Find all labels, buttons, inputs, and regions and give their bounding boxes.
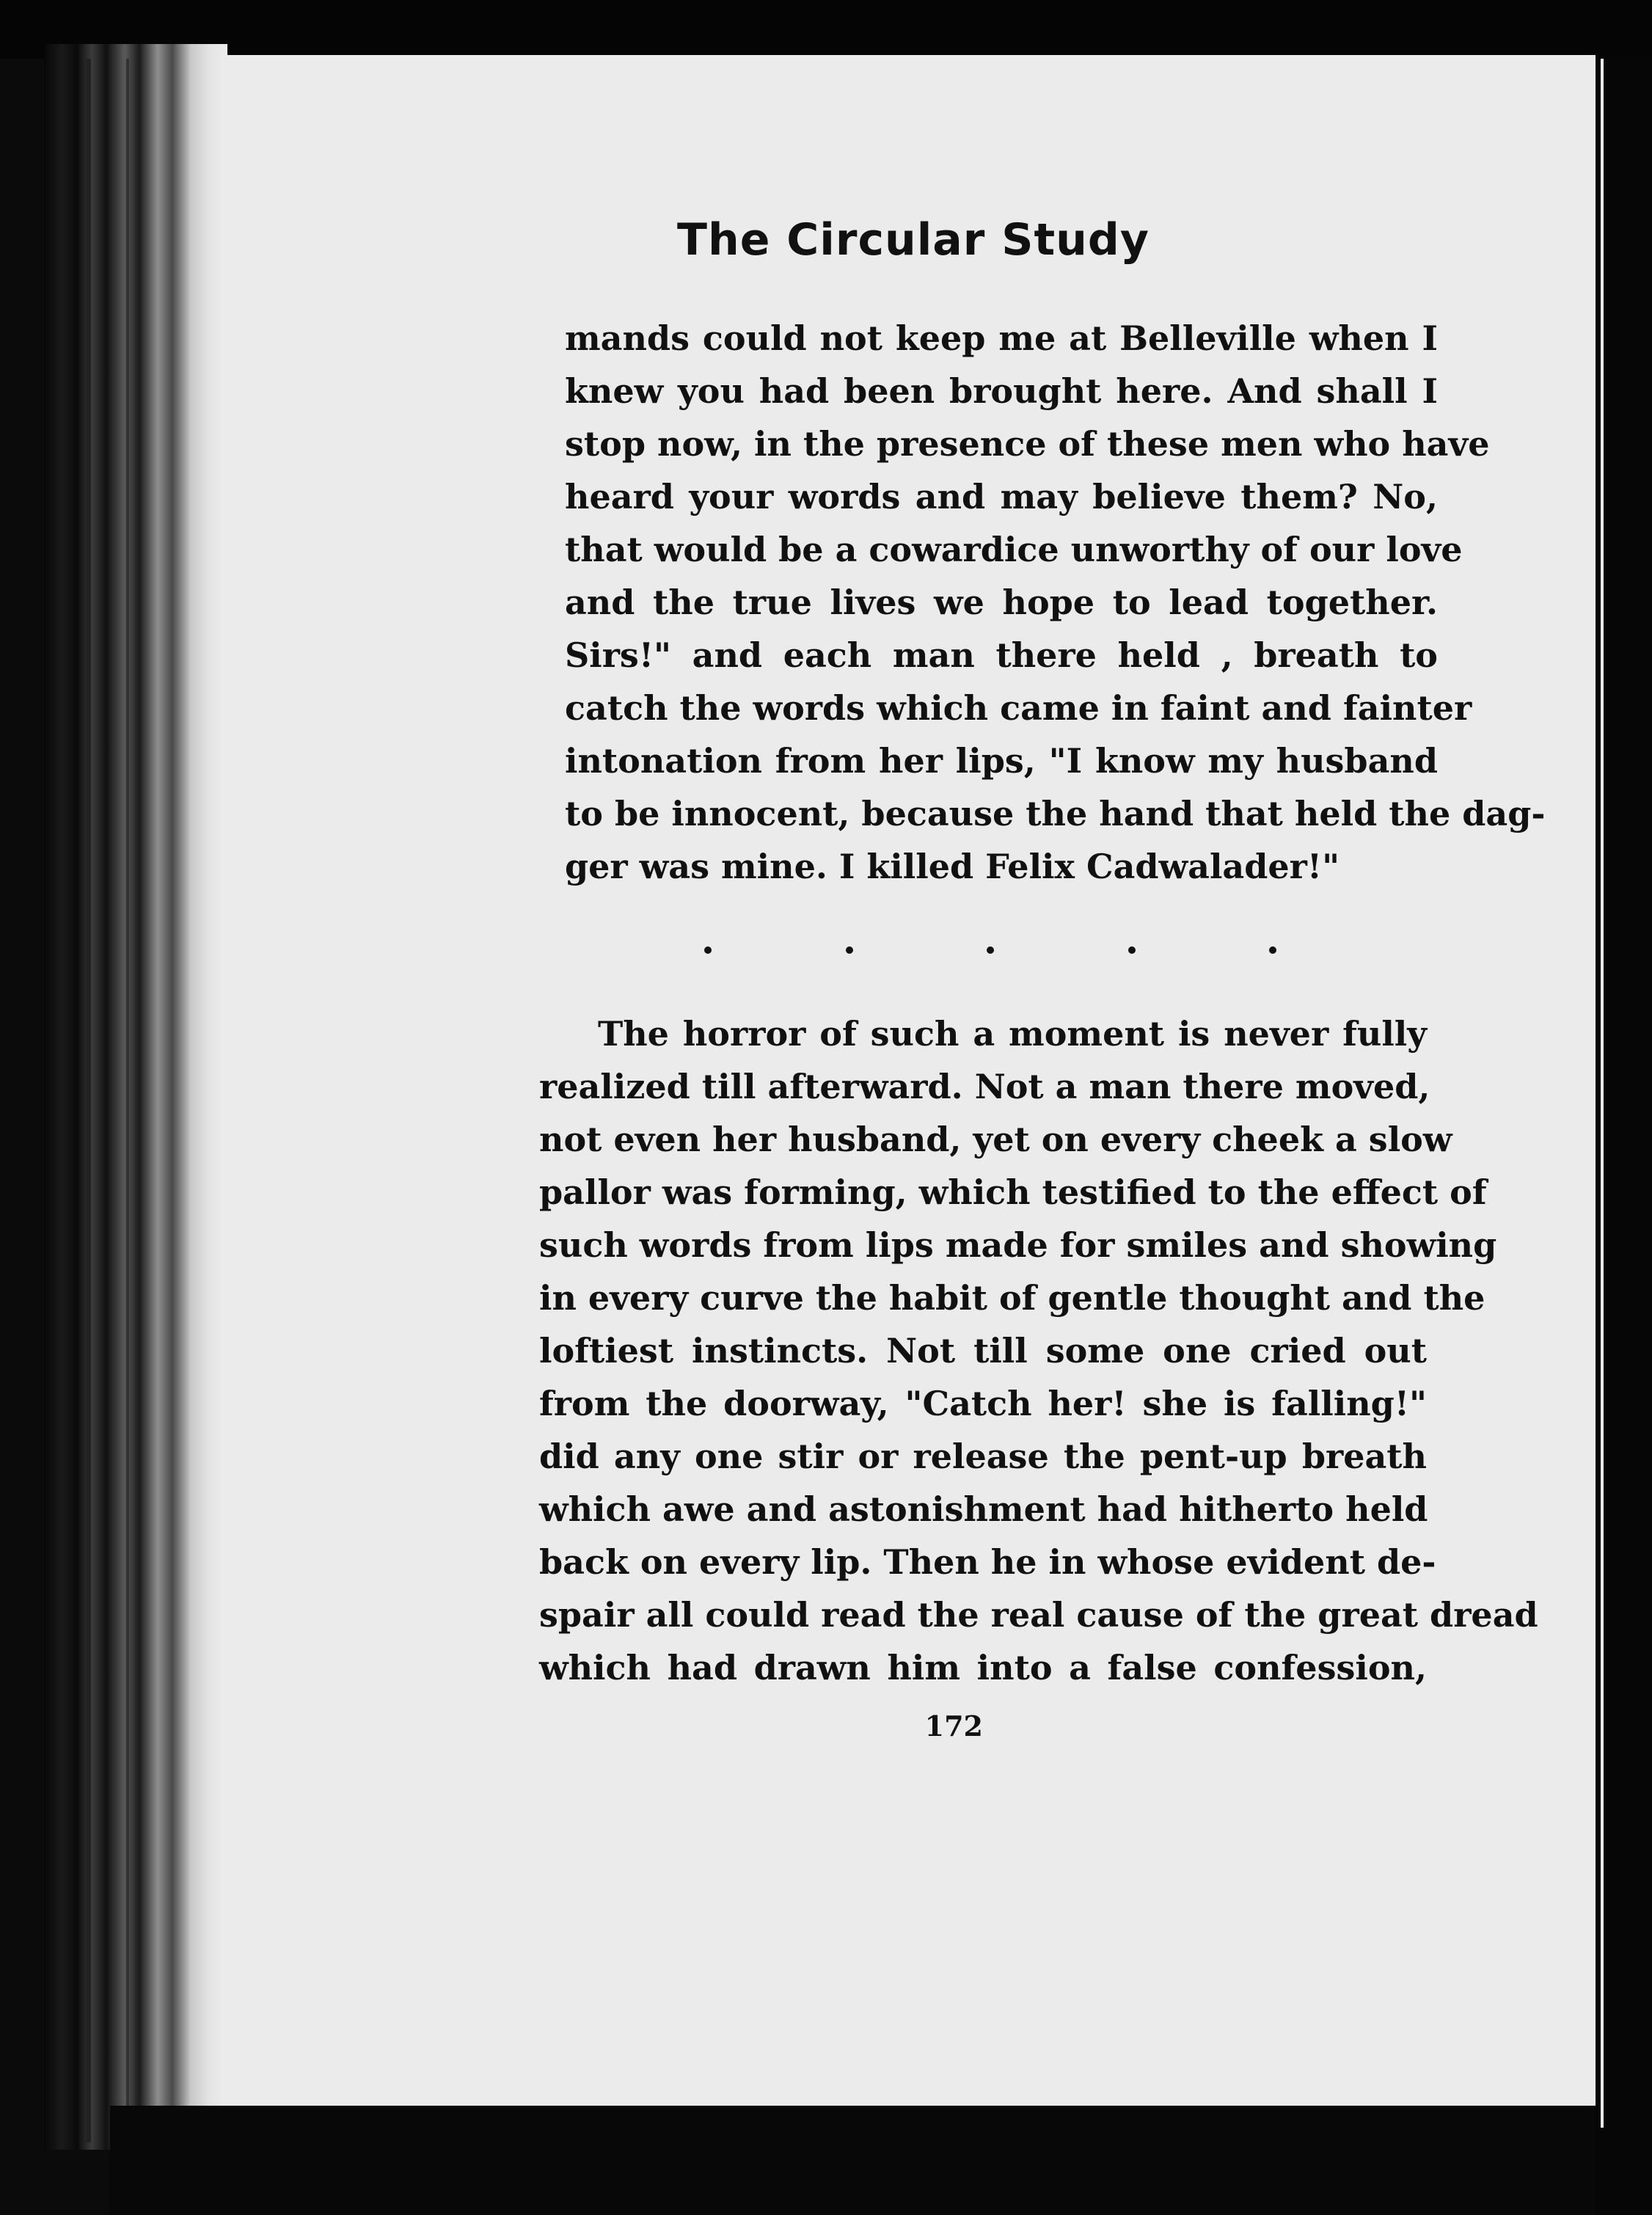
text-line: spair all could read the real cause of the great dread (539, 1595, 1538, 1635)
text-line: Sirs!" and each man there held , breath to (565, 635, 1438, 675)
text-line: heard your words and may believe them? No, (565, 477, 1438, 517)
text-line: knew you had been brought here. And shall I (565, 371, 1438, 411)
text-line: to be innocent, because the hand that held the dag- (565, 794, 1546, 833)
text-line: which awe and astonishment had hitherto held (539, 1489, 1428, 1529)
spine-crease (126, 59, 129, 2142)
ellipsis-dot (1128, 946, 1136, 954)
text-line: ger was mine. I killed Felix Cadwalader!" (565, 847, 1340, 886)
scan-top-border (0, 0, 1652, 59)
book-spine-shadow (44, 44, 227, 2150)
text-line: stop now, in the presence of these men who have (565, 424, 1490, 464)
text-line: intonation from her lips, "I know my husband (565, 741, 1438, 781)
paragraph-2 (539, 1007, 1538, 1694)
paragraph-1 (565, 312, 1546, 893)
scan-right-border (1596, 55, 1652, 2215)
text-line: loftiest instincts. Not till some one cried out (539, 1331, 1427, 1371)
text-line: The horror of such a moment is never fully (598, 1014, 1427, 1054)
text-line: which had drawn him into a false confession, (539, 1648, 1427, 1687)
text-line: pallor was forming, which testified to the effect of (539, 1172, 1487, 1212)
ellipsis-dot (987, 946, 994, 954)
text-line: did any one stir or release the pent-up breath (539, 1437, 1427, 1476)
text-line: such words from lips made for smiles and showing (539, 1225, 1497, 1265)
text-line: from the doorway, "Catch her! she is falling!" (539, 1384, 1427, 1423)
spine-crease (87, 59, 91, 2142)
ellipsis-dot (704, 946, 712, 954)
text-line: not even her husband, yet on every cheek a slow (539, 1120, 1452, 1159)
text-line: mands could not keep me at Belleville when I (565, 318, 1438, 358)
text-line: back on every lip. Then he in whose evident de- (539, 1542, 1436, 1582)
ellipsis-dot (846, 946, 853, 954)
text-line: catch the words which came in faint and fainter (565, 688, 1472, 728)
text-line: in every curve the habit of gentle thought and the (539, 1278, 1485, 1318)
text-line: realized till afterward. Not a man there moved, (539, 1067, 1430, 1106)
text-line: that would be a cowardice unworthy of our love (565, 530, 1463, 569)
scan-bottom-border (110, 2106, 1651, 2215)
page-edge-line (1601, 59, 1604, 2128)
ellipsis-dot (1269, 946, 1276, 954)
section-break-dots (704, 946, 1276, 954)
running-head: The Circular Study (677, 214, 1150, 266)
page-number: 172 (924, 1709, 983, 1743)
text-line: and the true lives we hope to lead together. (565, 583, 1438, 622)
